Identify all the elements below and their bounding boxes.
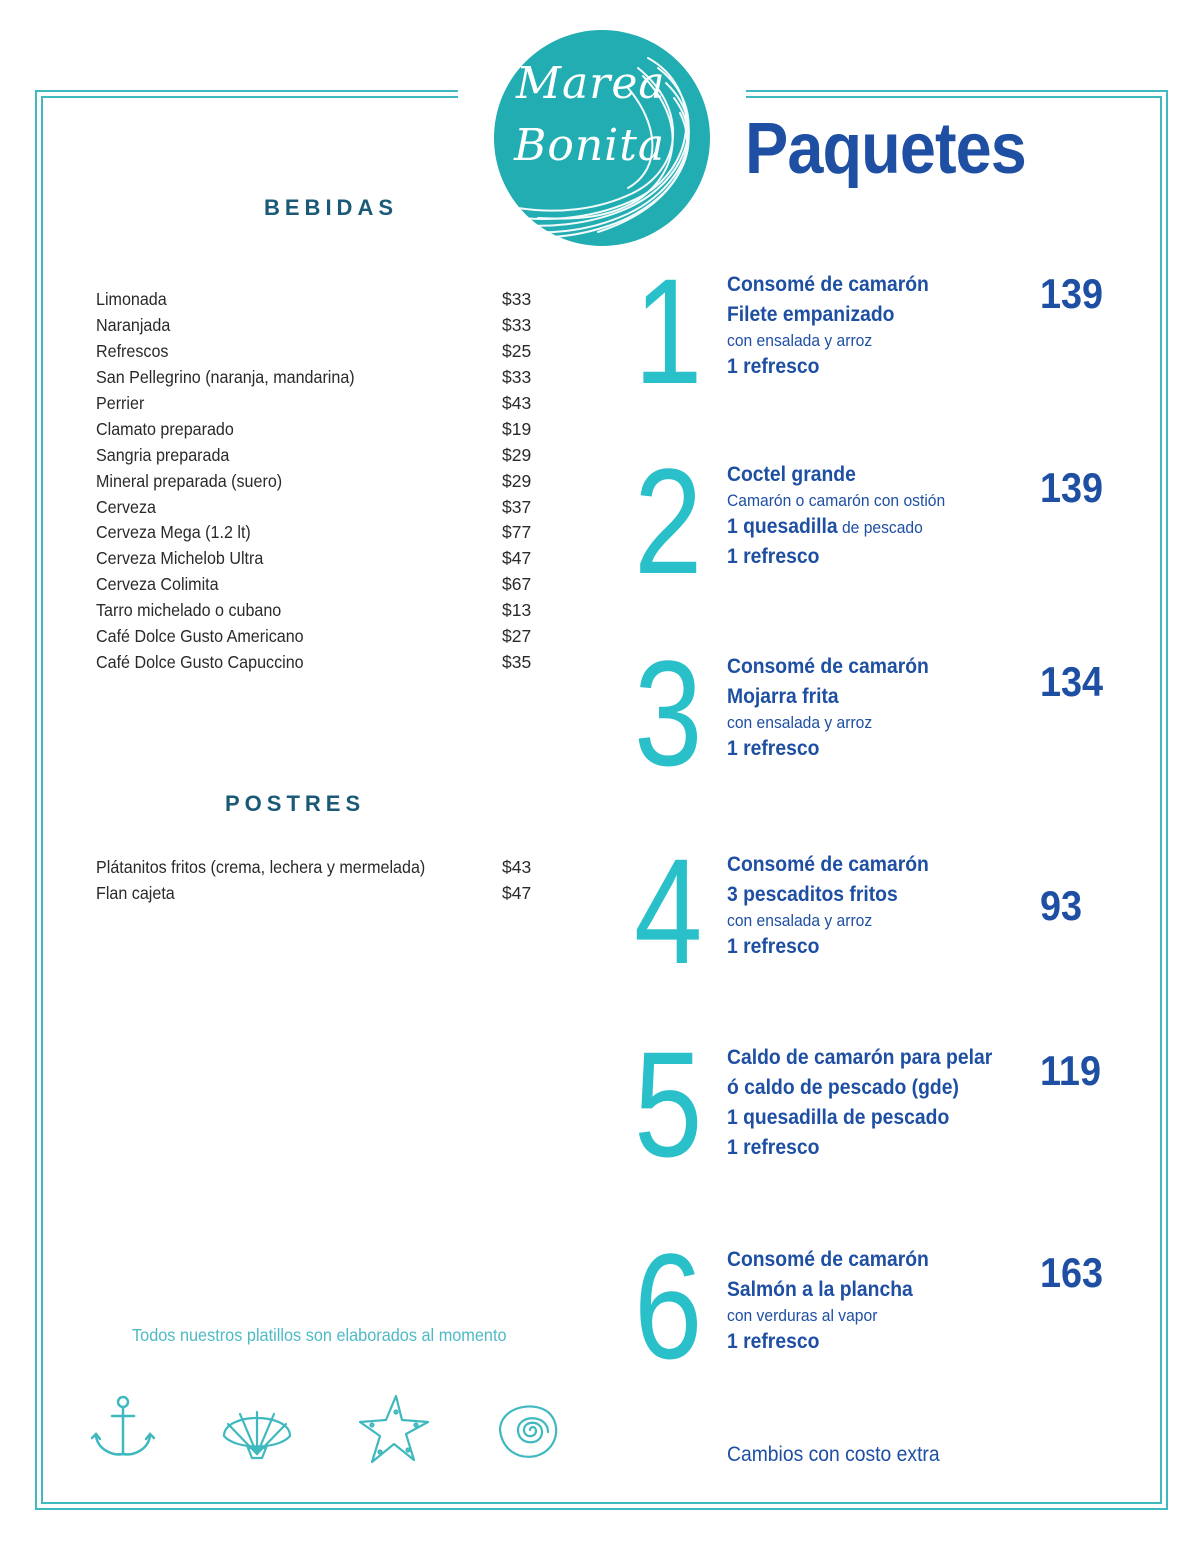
package-line: 1 quesadilla de pescado bbox=[727, 1106, 950, 1129]
package-number: 5 bbox=[634, 1020, 703, 1188]
package-line: Consomé de camarón bbox=[727, 273, 929, 296]
footer-note: Todos nuestros platillos son elaborados al momento bbox=[132, 1325, 507, 1345]
package-line: 1 refresco bbox=[727, 737, 820, 760]
list-item: Refrescos $25 bbox=[96, 341, 532, 362]
package-details bbox=[727, 652, 1047, 764]
snail-shell-icon bbox=[492, 1396, 564, 1464]
package-line: ó caldo de pescado (gde) bbox=[727, 1076, 959, 1099]
package-line: Consomé de camarón bbox=[727, 853, 929, 876]
package-details bbox=[727, 270, 1047, 382]
scallop-shell-icon bbox=[218, 1398, 296, 1462]
package-line: Mojarra frita bbox=[727, 685, 839, 708]
package-line: 1 refresco bbox=[727, 545, 820, 568]
package-price: 93 bbox=[1040, 882, 1083, 929]
package-4 bbox=[630, 827, 1140, 995]
package-price: 163 bbox=[1040, 1249, 1104, 1296]
brand-logo bbox=[488, 28, 716, 248]
logo-word-bonita: Bonita bbox=[514, 120, 666, 171]
package-line: 1 quesadilla de pescado bbox=[727, 515, 923, 538]
logo-text bbox=[488, 28, 716, 248]
package-number: 1 bbox=[634, 247, 703, 415]
package-details bbox=[727, 850, 1047, 962]
package-line: Salmón a la plancha bbox=[727, 1278, 913, 1301]
package-price: 139 bbox=[1040, 464, 1104, 511]
list-item: San Pellegrino (naranja, mandarina) $33 bbox=[96, 367, 532, 388]
package-line: 1 refresco bbox=[727, 1136, 820, 1159]
package-line: Consomé de camarón bbox=[727, 655, 929, 678]
package-details bbox=[727, 1043, 1047, 1163]
list-item: Clamato preparado $19 bbox=[96, 418, 532, 439]
bebidas-heading: BEBIDAS bbox=[264, 195, 399, 220]
package-line: Consomé de camarón bbox=[727, 1248, 929, 1271]
postres-list bbox=[96, 855, 536, 907]
package-number: 3 bbox=[634, 629, 703, 797]
list-item: Tarro michelado o cubano $13 bbox=[96, 600, 532, 621]
package-line: Camarón o camarón con ostión bbox=[727, 491, 946, 510]
package-price: 134 bbox=[1040, 658, 1104, 705]
list-item: Cerveza Mega (1.2 lt) $77 bbox=[96, 522, 532, 543]
package-line: con verduras al vapor bbox=[727, 1306, 878, 1325]
package-line: 1 refresco bbox=[727, 1330, 820, 1353]
list-item: Café Dolce Gusto Capuccino $35 bbox=[96, 651, 532, 672]
package-line: con ensalada y arroz bbox=[727, 713, 873, 732]
postres-heading: POSTRES bbox=[225, 791, 366, 816]
logo-word-marea: Marea bbox=[516, 58, 666, 109]
package-line: Coctel grande bbox=[727, 463, 856, 486]
list-item: Perrier $43 bbox=[96, 393, 532, 413]
package-price: 139 bbox=[1040, 270, 1104, 317]
package-line: 1 refresco bbox=[727, 355, 820, 378]
changes-note: Cambios con costo extra bbox=[727, 1443, 940, 1466]
list-item: Sangria preparada $29 bbox=[96, 444, 532, 465]
package-line: 1 refresco bbox=[727, 935, 820, 958]
package-line: con ensalada y arroz bbox=[727, 331, 873, 350]
package-number: 4 bbox=[634, 827, 703, 995]
package-number: 6 bbox=[634, 1222, 703, 1390]
package-3 bbox=[630, 629, 1140, 797]
anchor-icon bbox=[88, 1392, 158, 1462]
bebidas-list bbox=[96, 287, 536, 675]
list-item: Plátanitos fritos (crema, lechera y mermelada) $43 bbox=[96, 857, 532, 878]
package-number: 2 bbox=[634, 437, 703, 605]
list-item: Cerveza Colimita $67 bbox=[96, 574, 532, 595]
package-line: con ensalada y arroz bbox=[727, 911, 873, 930]
package-5 bbox=[630, 1020, 1140, 1188]
package-details bbox=[727, 460, 1047, 572]
page-title: Paquetes bbox=[745, 109, 1026, 189]
list-item: Cerveza Michelob Ultra $47 bbox=[96, 548, 532, 569]
package-line: Filete empanizado bbox=[727, 303, 895, 326]
list-item: Café Dolce Gusto Americano $27 bbox=[96, 626, 532, 647]
package-price: 119 bbox=[1040, 1047, 1101, 1094]
list-item: Cerveza $37 bbox=[96, 496, 532, 517]
package-line: Caldo de camarón para pelar bbox=[727, 1046, 993, 1069]
package-line: 3 pescaditos fritos bbox=[727, 883, 898, 906]
decorative-icons bbox=[88, 1392, 578, 1472]
list-item: Limonada $33 bbox=[96, 289, 532, 310]
package-6 bbox=[630, 1222, 1140, 1390]
package-details bbox=[727, 1245, 1047, 1357]
starfish-icon bbox=[356, 1392, 432, 1466]
package-1 bbox=[630, 247, 1140, 415]
list-item: Flan cajeta $47 bbox=[96, 883, 532, 904]
list-item: Naranjada $33 bbox=[96, 315, 532, 336]
package-2 bbox=[630, 437, 1140, 605]
list-item: Mineral preparada (suero) $29 bbox=[96, 470, 532, 491]
